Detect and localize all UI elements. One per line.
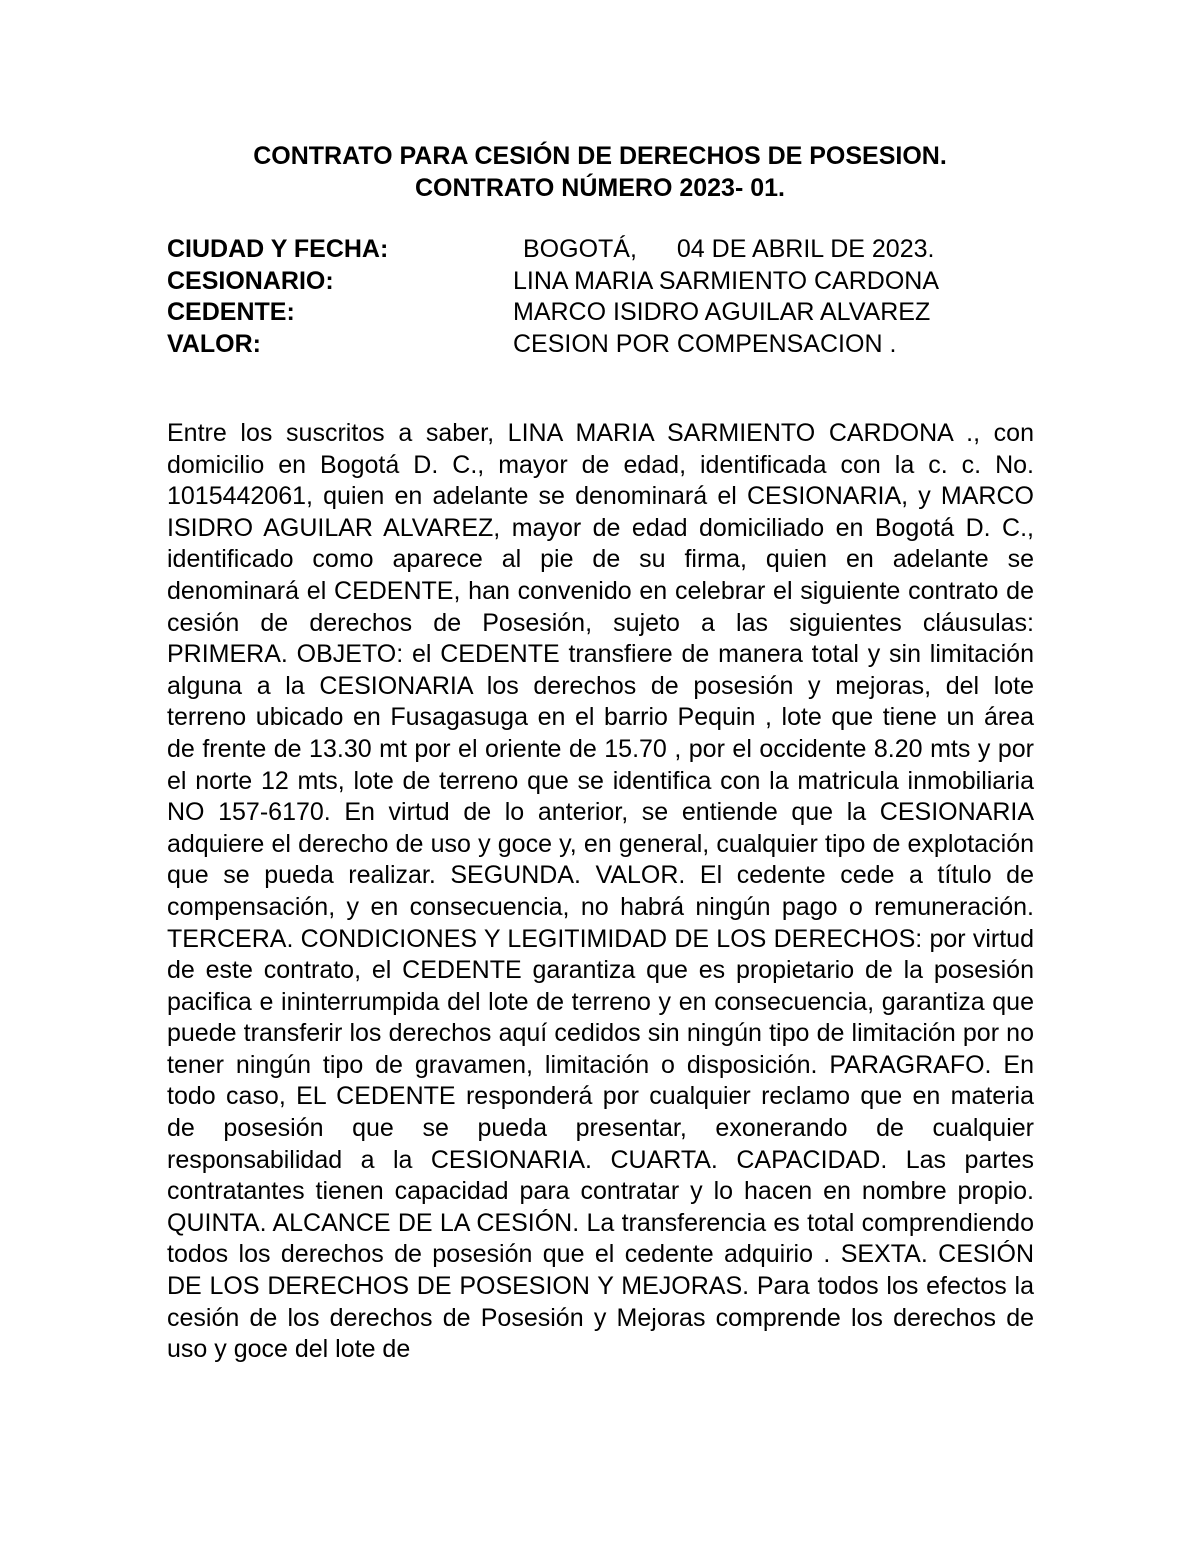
cedente-value: MARCO ISIDRO AGUILAR ALVAREZ [513, 298, 931, 326]
contract-fields [167, 234, 1037, 360]
valor-label: VALOR: [167, 329, 261, 358]
cesionario-label: CESIONARIO: [167, 266, 334, 295]
city-value: BOGOTÁ, [523, 235, 637, 263]
title-line-1: CONTRATO PARA CESIÓN DE DERECHOS DE POSESION. [253, 142, 947, 170]
cedente-label: CEDENTE: [167, 298, 295, 326]
city-date-row [167, 234, 1037, 266]
city-date-value [513, 234, 1037, 266]
cesionario-row [167, 266, 1037, 298]
valor-value: CESION POR COMPENSACION . [513, 329, 897, 358]
document-title [0, 140, 1200, 204]
valor-row [167, 329, 1037, 361]
cedente-row [167, 297, 1037, 329]
city-date-label: CIUDAD Y FECHA: [167, 235, 389, 263]
contract-body: Entre los suscritos a saber, LINA MARIA SARMIENTO CARDONA ., con domicilio en Bogotá D. C., mayor de edad, identificada con la c. c. No. 1015442061, quien en adelante se denominará el CESIONARIA, y MARCO ISIDRO AGUILAR ALVAREZ, mayor de edad domiciliado en Bogotá D. C., identificado como aparece al pie de su firma, quien en adelante se denominará el CEDENTE, han convenido en celebrar el siguiente contrato de cesión de derechos de Posesión, sujeto a las siguientes cláusulas: PRIMERA. OBJETO: el CEDENTE transfiere de manera total y sin limitación alguna a la CESIONARIA los derechos de posesión y mejoras, del lote terreno ubicado en Fusagasuga en el barrio Pequin , lote que tiene un área de frente de 13.30 mt por el oriente de 15.70 , por el occidente 8.20 mts y por el norte 12 mts, lote de terreno que se identifica con la matricula inmobiliaria NO 157-6170. En virtud de lo anterior, se entiende que la CESIONARIA adquiere el derecho de uso y goce y, en general, cualquier tipo de explotación que se pueda realizar. SEGUNDA. VALOR. El cedente cede a título de compensación, y en consecuencia, no habrá ningún pago o remuneración. TERCERA. CONDICIONES Y LEGITIMIDAD DE LOS DERECHOS: por virtud de este contrato, el CEDENTE garantiza que es propietario de la posesión pacifica e ininterrumpida del lote de terreno y en consecuencia, garantiza que puede transferir los derechos aquí cedidos sin ningún tipo de limitación por no tener ningún tipo de gravamen, limitación o disposición. PARAGRAFO. En todo caso, EL CEDENTE responderá por cualquier reclamo que en materia de posesión que se pueda presentar, exonerando de cualquier responsabilidad a la CESIONARIA. CUARTA. CAPACIDAD. Las partes contratantes tienen capacidad para contratar y lo hacen en nombre propio. QUINTA. ALCANCE DE LA CESIÓN. La transferencia es total comprendiendo todos los derechos de posesión que el cedente adquirio . SEXTA. CESIÓN DE LOS DERECHOS DE POSESION Y MEJORAS. Para todos los efectos la cesión de los derechos de Posesión y Mejoras comprende los derechos de uso y goce del lote de [167, 419, 1034, 1364]
cesionario-value: LINA MARIA SARMIENTO CARDONA [513, 266, 940, 295]
title-line-2: CONTRATO NÚMERO 2023- 01. [415, 174, 785, 202]
date-value: 04 DE ABRIL DE 2023. [676, 235, 935, 263]
